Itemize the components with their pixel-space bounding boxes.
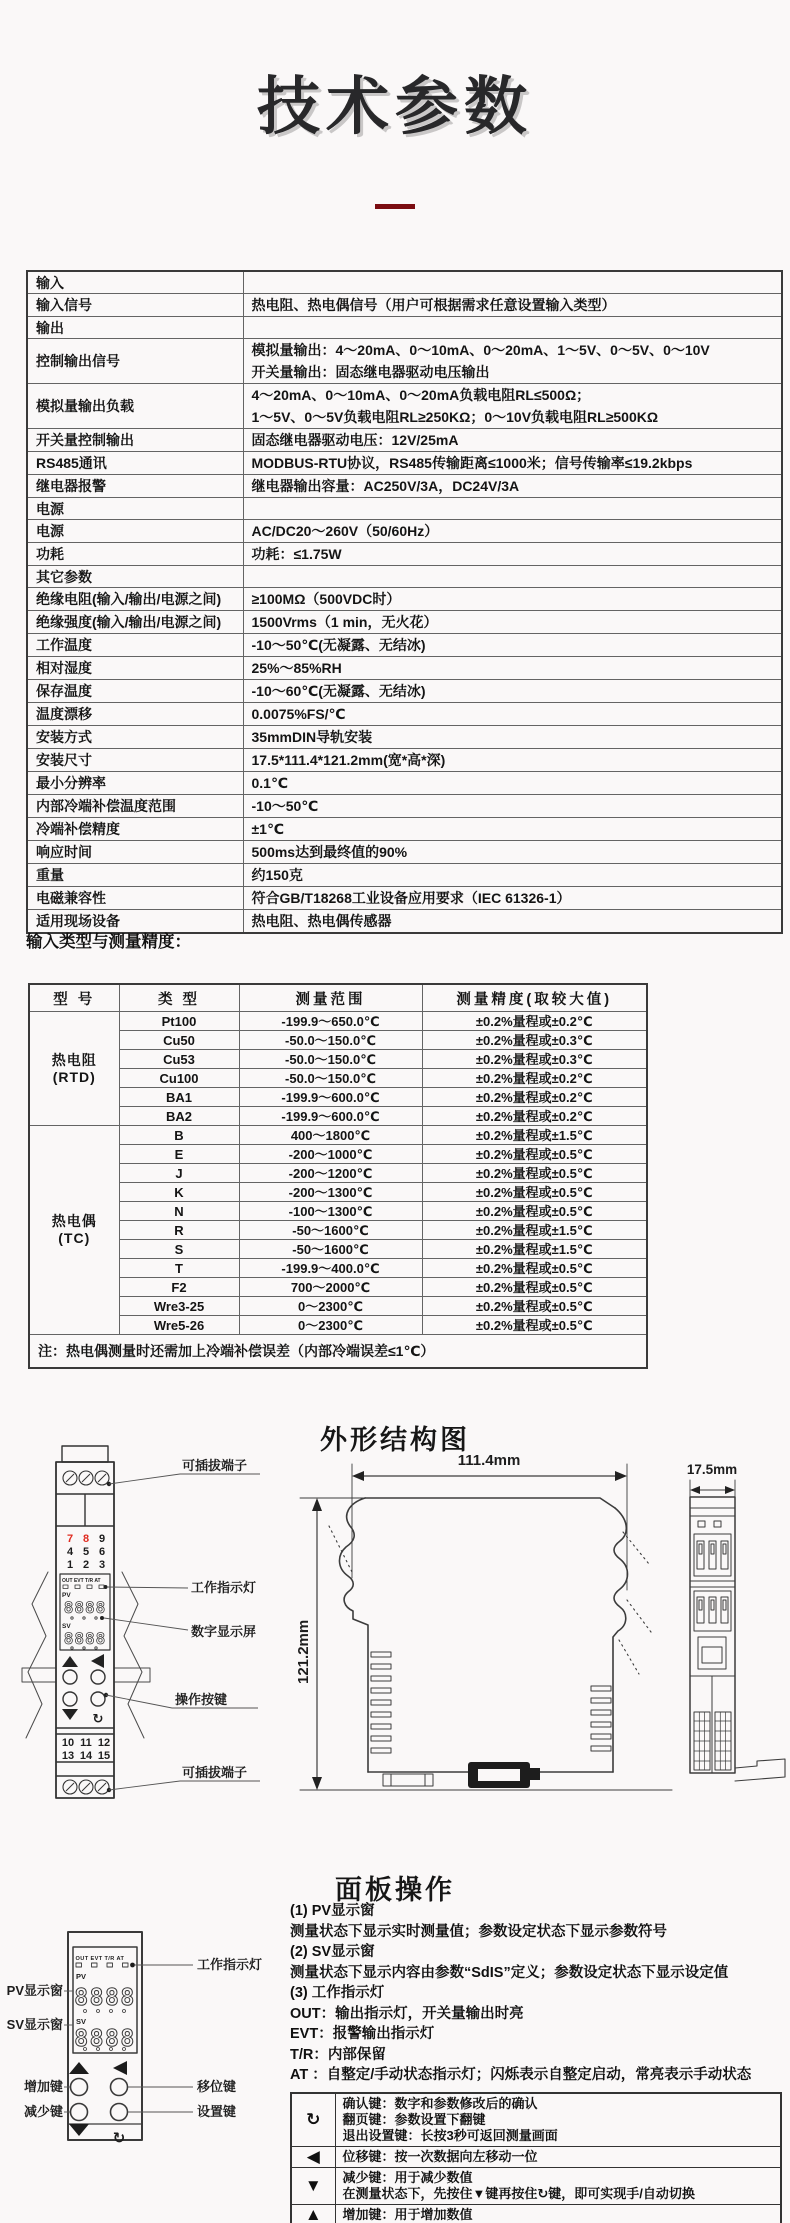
terminal-number: 11 (80, 1737, 92, 1749)
panel-note-line: AT ：自整定/手动状态指示灯；闪烁表示自整定启动，常亮表示手动状态 (290, 2067, 752, 2083)
profile-view-drawing (295, 1440, 680, 1810)
spec-label: 电源 (27, 520, 243, 543)
accuracy-cell: ±0.2%量程或±0.2℃ (422, 1012, 647, 1031)
spec-value (243, 520, 782, 543)
key-icon: ◀ (291, 2147, 335, 2168)
spec-value (243, 475, 782, 498)
type-cell: Cu50 (119, 1031, 239, 1050)
key-description (335, 2093, 781, 2147)
key-description (335, 2147, 781, 2168)
accuracy-cell: ±0.2%量程或±0.5℃ (422, 1297, 647, 1316)
spec-value (243, 429, 782, 452)
spec-value-line: 功耗：≤1.75W (251, 546, 342, 562)
din-rail (22, 1572, 150, 1738)
panel-pv-label: PV (76, 1972, 87, 1981)
terminal-number: 12 (97, 1737, 111, 1749)
spec-value (243, 317, 782, 339)
accuracy-header-cell: 型 号 (29, 984, 119, 1012)
spec-row (27, 611, 782, 634)
terminal-number: 2 (82, 1559, 90, 1571)
accuracy-row (29, 1012, 647, 1031)
spec-value-line: 35mmDIN导轨安装 (251, 729, 373, 745)
spec-value (243, 726, 782, 749)
key-icon: ▲ (291, 2205, 335, 2223)
range-cell: -50.0～150.0℃ (239, 1050, 422, 1069)
front-sv-digits: 8888 (63, 1629, 107, 1648)
model-name: 热电偶 (51, 1213, 97, 1229)
terminal-number: 4 (66, 1546, 74, 1558)
panel-led-row-label: OUT EVT T/R AT (75, 1956, 125, 1962)
spec-label: 安装尺寸 (27, 749, 243, 772)
model-group-cell (29, 1012, 119, 1126)
page-title: 技术参数 (257, 72, 533, 142)
spec-label: 响应时间 (27, 841, 243, 864)
accuracy-row (29, 1316, 647, 1335)
spec-label: 最小分辨率 (27, 772, 243, 795)
spec-section-row (27, 566, 782, 588)
key-description-line: 增加键：用于增加数值 (342, 2207, 473, 2222)
spec-label: 绝缘电阻(输入/输出/电源之间) (27, 588, 243, 611)
spec-row (27, 294, 782, 317)
accuracy-table (28, 983, 648, 1369)
spec-value-line: 模拟量输出：4～20mA、0～10mA、0～20mA、1～5V、0～5V、0～10V (251, 342, 710, 358)
profile-outline (300, 1464, 672, 1790)
spec-value (243, 795, 782, 818)
spec-label: RS485通讯 (27, 452, 243, 475)
spec-table (26, 270, 783, 934)
accuracy-cell: ±0.2%量程或±0.5℃ (422, 1164, 647, 1183)
front-led-row-label: OUT EVT T/R AT (62, 1578, 101, 1584)
dim-width-label: 111.4mm (457, 1452, 521, 1469)
spec-row (27, 703, 782, 726)
type-cell: J (119, 1164, 239, 1183)
key-description-line: 位移键：按一次数据向左移动一位 (342, 2149, 538, 2164)
spec-value-line: 0.1℃ (251, 775, 288, 791)
spec-value (243, 818, 782, 841)
terminal-number: 14 (79, 1750, 93, 1762)
spec-label: 保存温度 (27, 680, 243, 703)
model-name: 热电阻 (51, 1051, 97, 1068)
type-cell: K (119, 1183, 239, 1202)
accuracy-note: 注：热电偶测量时还需加上冷端补偿误差（内部冷端误差≤1℃） (29, 1335, 647, 1369)
range-cell: 400～1800℃ (239, 1126, 422, 1145)
spec-value (243, 680, 782, 703)
accuracy-row (29, 1164, 647, 1183)
accuracy-cell: ±0.2%量程或±0.5℃ (422, 1278, 647, 1297)
spec-label: 输入信号 (27, 294, 243, 317)
spec-label: 输出 (27, 317, 243, 339)
range-cell: -200～1200℃ (239, 1164, 422, 1183)
spec-label: 温度漂移 (27, 703, 243, 726)
type-cell: Wre5-26 (119, 1316, 239, 1335)
accuracy-row (29, 1069, 647, 1088)
accuracy-row (29, 1050, 647, 1069)
panel-note-line: T/R：内部保留 (290, 2046, 386, 2063)
range-cell: -200～1000℃ (239, 1145, 422, 1164)
spec-value-line: 固态继电器驱动电压：12V/25mA (251, 432, 459, 448)
label-shift-key: 移位键 (197, 2079, 237, 2094)
panel-note-line: 测量状态下显示实时测量值；参数设定状态下显示参数符号 (290, 1923, 667, 1940)
spec-value-line: ±1℃ (251, 821, 284, 837)
spec-value (243, 271, 782, 294)
range-cell: -199.9～600.0℃ (239, 1107, 422, 1126)
terminal-number: 13 (61, 1750, 75, 1762)
spec-value-line: 约150克 (251, 867, 303, 883)
key-description (335, 2168, 781, 2205)
key-row (291, 2093, 781, 2147)
model-group-cell (29, 1126, 119, 1335)
panel-notes (290, 1901, 786, 2086)
label-sv-window: SV显示窗 (6, 2017, 63, 2032)
type-cell: Cu53 (119, 1050, 239, 1069)
key-row (291, 2205, 781, 2223)
spec-value-line: AC/DC20～260V（50/60Hz） (251, 523, 439, 539)
type-cell: F2 (119, 1278, 239, 1297)
key-description-line: 翻页键：参数设置下翻键 (342, 2112, 486, 2127)
spec-value (243, 611, 782, 634)
accuracy-row (29, 1145, 647, 1164)
panel-note-line: 测量状态下显示内容由参数“SdIS”定义；参数设定状态下显示设定值 (290, 1964, 729, 1981)
spec-label: 电源 (27, 498, 243, 520)
label-pv-window: PV显示窗 (6, 1983, 63, 1998)
label-decrease-key: 减少键 (23, 2104, 63, 2119)
spec-row (27, 841, 782, 864)
terminal-number: 10 (61, 1737, 75, 1749)
front-sv-label: SV (62, 1623, 71, 1630)
accuracy-row (29, 1088, 647, 1107)
key-icon: ▼ (291, 2168, 335, 2205)
accuracy-header-row (29, 984, 647, 1012)
terminal-number: 5 (82, 1546, 90, 1558)
accuracy-cell: ±0.2%量程或±1.5℃ (422, 1221, 647, 1240)
terminal-number: 1 (66, 1559, 74, 1571)
accuracy-row (29, 1221, 647, 1240)
accuracy-cell: ±0.2%量程或±0.3℃ (422, 1031, 647, 1050)
accuracy-note-row (29, 1335, 647, 1369)
spec-row (27, 864, 782, 887)
spec-label: 输入 (27, 271, 243, 294)
label-work-light: 工作指示灯 (197, 1957, 263, 1972)
key-row (291, 2147, 781, 2168)
spec-label: 电磁兼容性 (27, 887, 243, 910)
range-cell: -50～1600℃ (239, 1221, 422, 1240)
spec-section-row (27, 498, 782, 520)
spec-value-line: 25%～85%RH (251, 660, 342, 676)
accuracy-heading: 输入类型与测量精度： (26, 933, 191, 951)
spec-label: 其它参数 (27, 566, 243, 588)
accuracy-row (29, 1297, 647, 1316)
spec-value-line: 4～20mA、0～10mA、0～20mA负载电阻RL≤500Ω； (251, 387, 591, 403)
terminal-number: 15 (97, 1750, 111, 1762)
spec-value (243, 910, 782, 934)
accuracy-header-cell: 测量范围 (239, 984, 422, 1012)
range-cell: -100～1300℃ (239, 1202, 422, 1221)
spec-value (243, 841, 782, 864)
spec-value-line: 开关量输出：固态继电器驱动电压输出 (251, 364, 490, 380)
panel-drawing (6, 1925, 270, 2150)
spec-value (243, 498, 782, 520)
spec-row (27, 795, 782, 818)
spec-value-line: 0.0075%FS/℃ (251, 706, 346, 722)
spec-row (27, 726, 782, 749)
rotate-key-icon: ↻ (92, 1711, 104, 1726)
accuracy-cell: ±0.2%量程或±0.3℃ (422, 1050, 647, 1069)
type-cell: E (119, 1145, 239, 1164)
terminal-number: 6 (98, 1546, 106, 1558)
spec-value-line: 17.5*111.4*121.2mm(宽*高*深) (251, 752, 446, 768)
spec-label: 绝缘强度(输入/输出/电源之间) (27, 611, 243, 634)
spec-row (27, 818, 782, 841)
label-set-key: 设置键 (197, 2104, 237, 2119)
accuracy-row (29, 1183, 647, 1202)
spec-value-line: 热电阻、热电偶传感器 (251, 913, 392, 929)
accuracy-cell: ±0.2%量程或±0.2℃ (422, 1107, 647, 1126)
spec-value (243, 543, 782, 566)
spec-value (243, 703, 782, 726)
label-increase-key: 增加键 (23, 2079, 63, 2094)
key-description-line: 退出设置键：长按3秒可返回测量画面 (342, 2128, 558, 2143)
spec-row (27, 634, 782, 657)
type-cell: BA1 (119, 1088, 239, 1107)
front-pv-digits: 8888 (63, 1598, 107, 1617)
spec-value (243, 634, 782, 657)
label-work-light: 工作指示灯 (191, 1580, 257, 1595)
side-outline (690, 1480, 785, 1781)
dim-height-label: 121.2mm (295, 1619, 312, 1684)
panel-title: 面板操作 (335, 1875, 455, 1905)
accuracy-row (29, 1126, 647, 1145)
range-cell: -50～1600℃ (239, 1240, 422, 1259)
panel-note-line: (3) 工作指示灯 (290, 1985, 385, 2001)
key-description-line: 确认键：数字和参数修改后的确认 (342, 2096, 538, 2111)
spec-section-row (27, 317, 782, 339)
range-cell: -199.9～600.0℃ (239, 1088, 422, 1107)
spec-value-line: ≥100MΩ（500VDC时） (251, 591, 401, 607)
spec-row (27, 475, 782, 498)
spec-value (243, 887, 782, 910)
accuracy-cell: ±0.2%量程或±0.2℃ (422, 1069, 647, 1088)
range-cell: -50.0～150.0℃ (239, 1031, 422, 1050)
spec-row (27, 680, 782, 703)
type-cell: B (119, 1126, 239, 1145)
spec-label: 工作温度 (27, 634, 243, 657)
spec-row (27, 384, 782, 429)
key-description (335, 2205, 781, 2223)
din-clip (468, 1762, 540, 1788)
type-cell: BA2 (119, 1107, 239, 1126)
spec-label: 继电器报警 (27, 475, 243, 498)
range-cell: -200～1300℃ (239, 1183, 422, 1202)
set-key-icon: ↻ (112, 2130, 126, 2147)
range-cell: 700～2000℃ (239, 1278, 422, 1297)
key-function-table (290, 2092, 782, 2223)
spec-value-line: 继电器输出容量：AC250V/3A，DC24V/3A (251, 478, 520, 494)
spec-label: 开关量控制输出 (27, 429, 243, 452)
spec-value-line: 热电阻、热电偶信号（用户可根据需求任意设置输入类型） (251, 297, 616, 313)
terminal-number: 9 (98, 1533, 106, 1545)
spec-value-line: 1500Vrms（1 min，无火花） (251, 614, 438, 630)
model-abbr: (RTD) (52, 1068, 96, 1085)
key-icon: ↻ (291, 2093, 335, 2147)
accuracy-row (29, 1107, 647, 1126)
panel-sv-label: SV (76, 2017, 87, 2026)
spec-value (243, 294, 782, 317)
label-digital-display: 数字显示屏 (191, 1624, 257, 1639)
spec-value (243, 864, 782, 887)
spec-value-line: -10～50℃ (251, 798, 319, 814)
range-cell: 0～2300℃ (239, 1316, 422, 1335)
spec-row (27, 543, 782, 566)
type-cell: Cu100 (119, 1069, 239, 1088)
spec-value-line: 1～5V、0～5V负载电阻RL≥250KΩ；0～10V负载电阻RL≥500KΩ (251, 409, 659, 425)
spec-value-line: -10～50℃(无凝露、无结冰) (251, 637, 426, 653)
panel-pv-digits: 8888 (74, 1985, 136, 2011)
panel-sv-digits: 8888 (74, 2026, 136, 2052)
range-cell: -199.9～650.0℃ (239, 1012, 422, 1031)
terminal-number: 7 (66, 1533, 74, 1545)
accuracy-cell: ±0.2%量程或±0.5℃ (422, 1202, 647, 1221)
type-cell: T (119, 1259, 239, 1278)
spec-value-line: 500ms达到最终值的90% (251, 844, 408, 860)
key-description-line: 在测量状态下，先按住▼键再按住↻键，即可实现手/自动切换 (342, 2186, 695, 2201)
accuracy-row (29, 1031, 647, 1050)
spec-row (27, 657, 782, 680)
spec-value (243, 384, 782, 429)
side-view-drawing (685, 1440, 785, 1810)
key-description-line: 减少键：用于减少数值 (342, 2170, 473, 2185)
title-accent-dash (375, 204, 415, 209)
key-row (291, 2168, 781, 2205)
spec-label: 冷端补偿精度 (27, 818, 243, 841)
spec-label: 功耗 (27, 543, 243, 566)
panel-note-line: EVT：报警输出指示灯 (290, 2026, 435, 2042)
spec-section-row (27, 271, 782, 294)
accuracy-header-cell: 类 型 (119, 984, 239, 1012)
spec-value (243, 657, 782, 680)
panel-note-line: (1) PV显示窗 (290, 1903, 375, 1919)
model-abbr: (TC) (58, 1230, 91, 1246)
accuracy-cell: ±0.2%量程或±0.5℃ (422, 1183, 647, 1202)
spec-value (243, 588, 782, 611)
label-plug-terminal-bottom: 可插拔端子 (182, 1765, 248, 1780)
spec-value (243, 339, 782, 384)
type-cell: S (119, 1240, 239, 1259)
spec-row (27, 429, 782, 452)
spec-label: 内部冷端补偿温度范围 (27, 795, 243, 818)
accuracy-cell: ±0.2%量程或±0.5℃ (422, 1259, 647, 1278)
accuracy-header-cell: 测量精度(取较大值) (422, 984, 647, 1012)
label-operation-keys: 操作按键 (175, 1692, 228, 1707)
dim-depth-label: 17.5mm (686, 1462, 738, 1477)
spec-row (27, 452, 782, 475)
spec-row (27, 772, 782, 795)
accuracy-cell: ±0.2%量程或±1.5℃ (422, 1240, 647, 1259)
range-cell: -199.9～400.0℃ (239, 1259, 422, 1278)
accuracy-cell: ±0.2%量程或±0.5℃ (422, 1316, 647, 1335)
spec-value (243, 566, 782, 588)
outline-title: 外形结构图 (320, 1425, 470, 1455)
spec-row (27, 520, 782, 543)
spec-label: 相对湿度 (27, 657, 243, 680)
dimension-arrows (312, 1471, 627, 1790)
spec-label: 重量 (27, 864, 243, 887)
spec-value-line: 符合GB/T18268工业设备应用要求（IEC 61326-1） (251, 890, 571, 906)
spec-value (243, 749, 782, 772)
spec-row (27, 339, 782, 384)
accuracy-row (29, 1259, 647, 1278)
spec-label: 模拟量输出负载 (27, 384, 243, 429)
accuracy-cell: ±0.2%量程或±0.5℃ (422, 1145, 647, 1164)
range-cell: 0～2300℃ (239, 1297, 422, 1316)
accuracy-row (29, 1278, 647, 1297)
spec-label: 控制输出信号 (27, 339, 243, 384)
terminal-number: 3 (98, 1559, 106, 1571)
spec-value (243, 772, 782, 795)
front-view-drawing (10, 1440, 290, 1810)
type-cell: Wre3-25 (119, 1297, 239, 1316)
spec-row (27, 749, 782, 772)
spec-value-line: -10～60℃(无凝露、无结冰) (251, 683, 426, 699)
label-plug-terminal-top: 可插拔端子 (182, 1458, 248, 1473)
range-cell: -50.0～150.0℃ (239, 1069, 422, 1088)
type-cell: Pt100 (119, 1012, 239, 1031)
accuracy-cell: ±0.2%量程或±1.5℃ (422, 1126, 647, 1145)
spec-row (27, 887, 782, 910)
panel-note-line: OUT：输出指示灯，开关量输出时亮 (290, 2005, 524, 2022)
spec-label: 适用现场设备 (27, 910, 243, 934)
spec-value (243, 452, 782, 475)
terminal-number: 8 (82, 1533, 90, 1545)
front-pv-label: PV (62, 1592, 71, 1599)
panel-note-line: (2) SV显示窗 (290, 1944, 375, 1960)
accuracy-row (29, 1202, 647, 1221)
spec-row (27, 588, 782, 611)
accuracy-cell: ±0.2%量程或±0.2℃ (422, 1088, 647, 1107)
spec-value-line: MODBUS-RTU协议，RS485传输距离≤1000米；信号传输率≤19.2kbps (251, 455, 693, 471)
spec-label: 安装方式 (27, 726, 243, 749)
type-cell: R (119, 1221, 239, 1240)
type-cell: N (119, 1202, 239, 1221)
accuracy-row (29, 1240, 647, 1259)
